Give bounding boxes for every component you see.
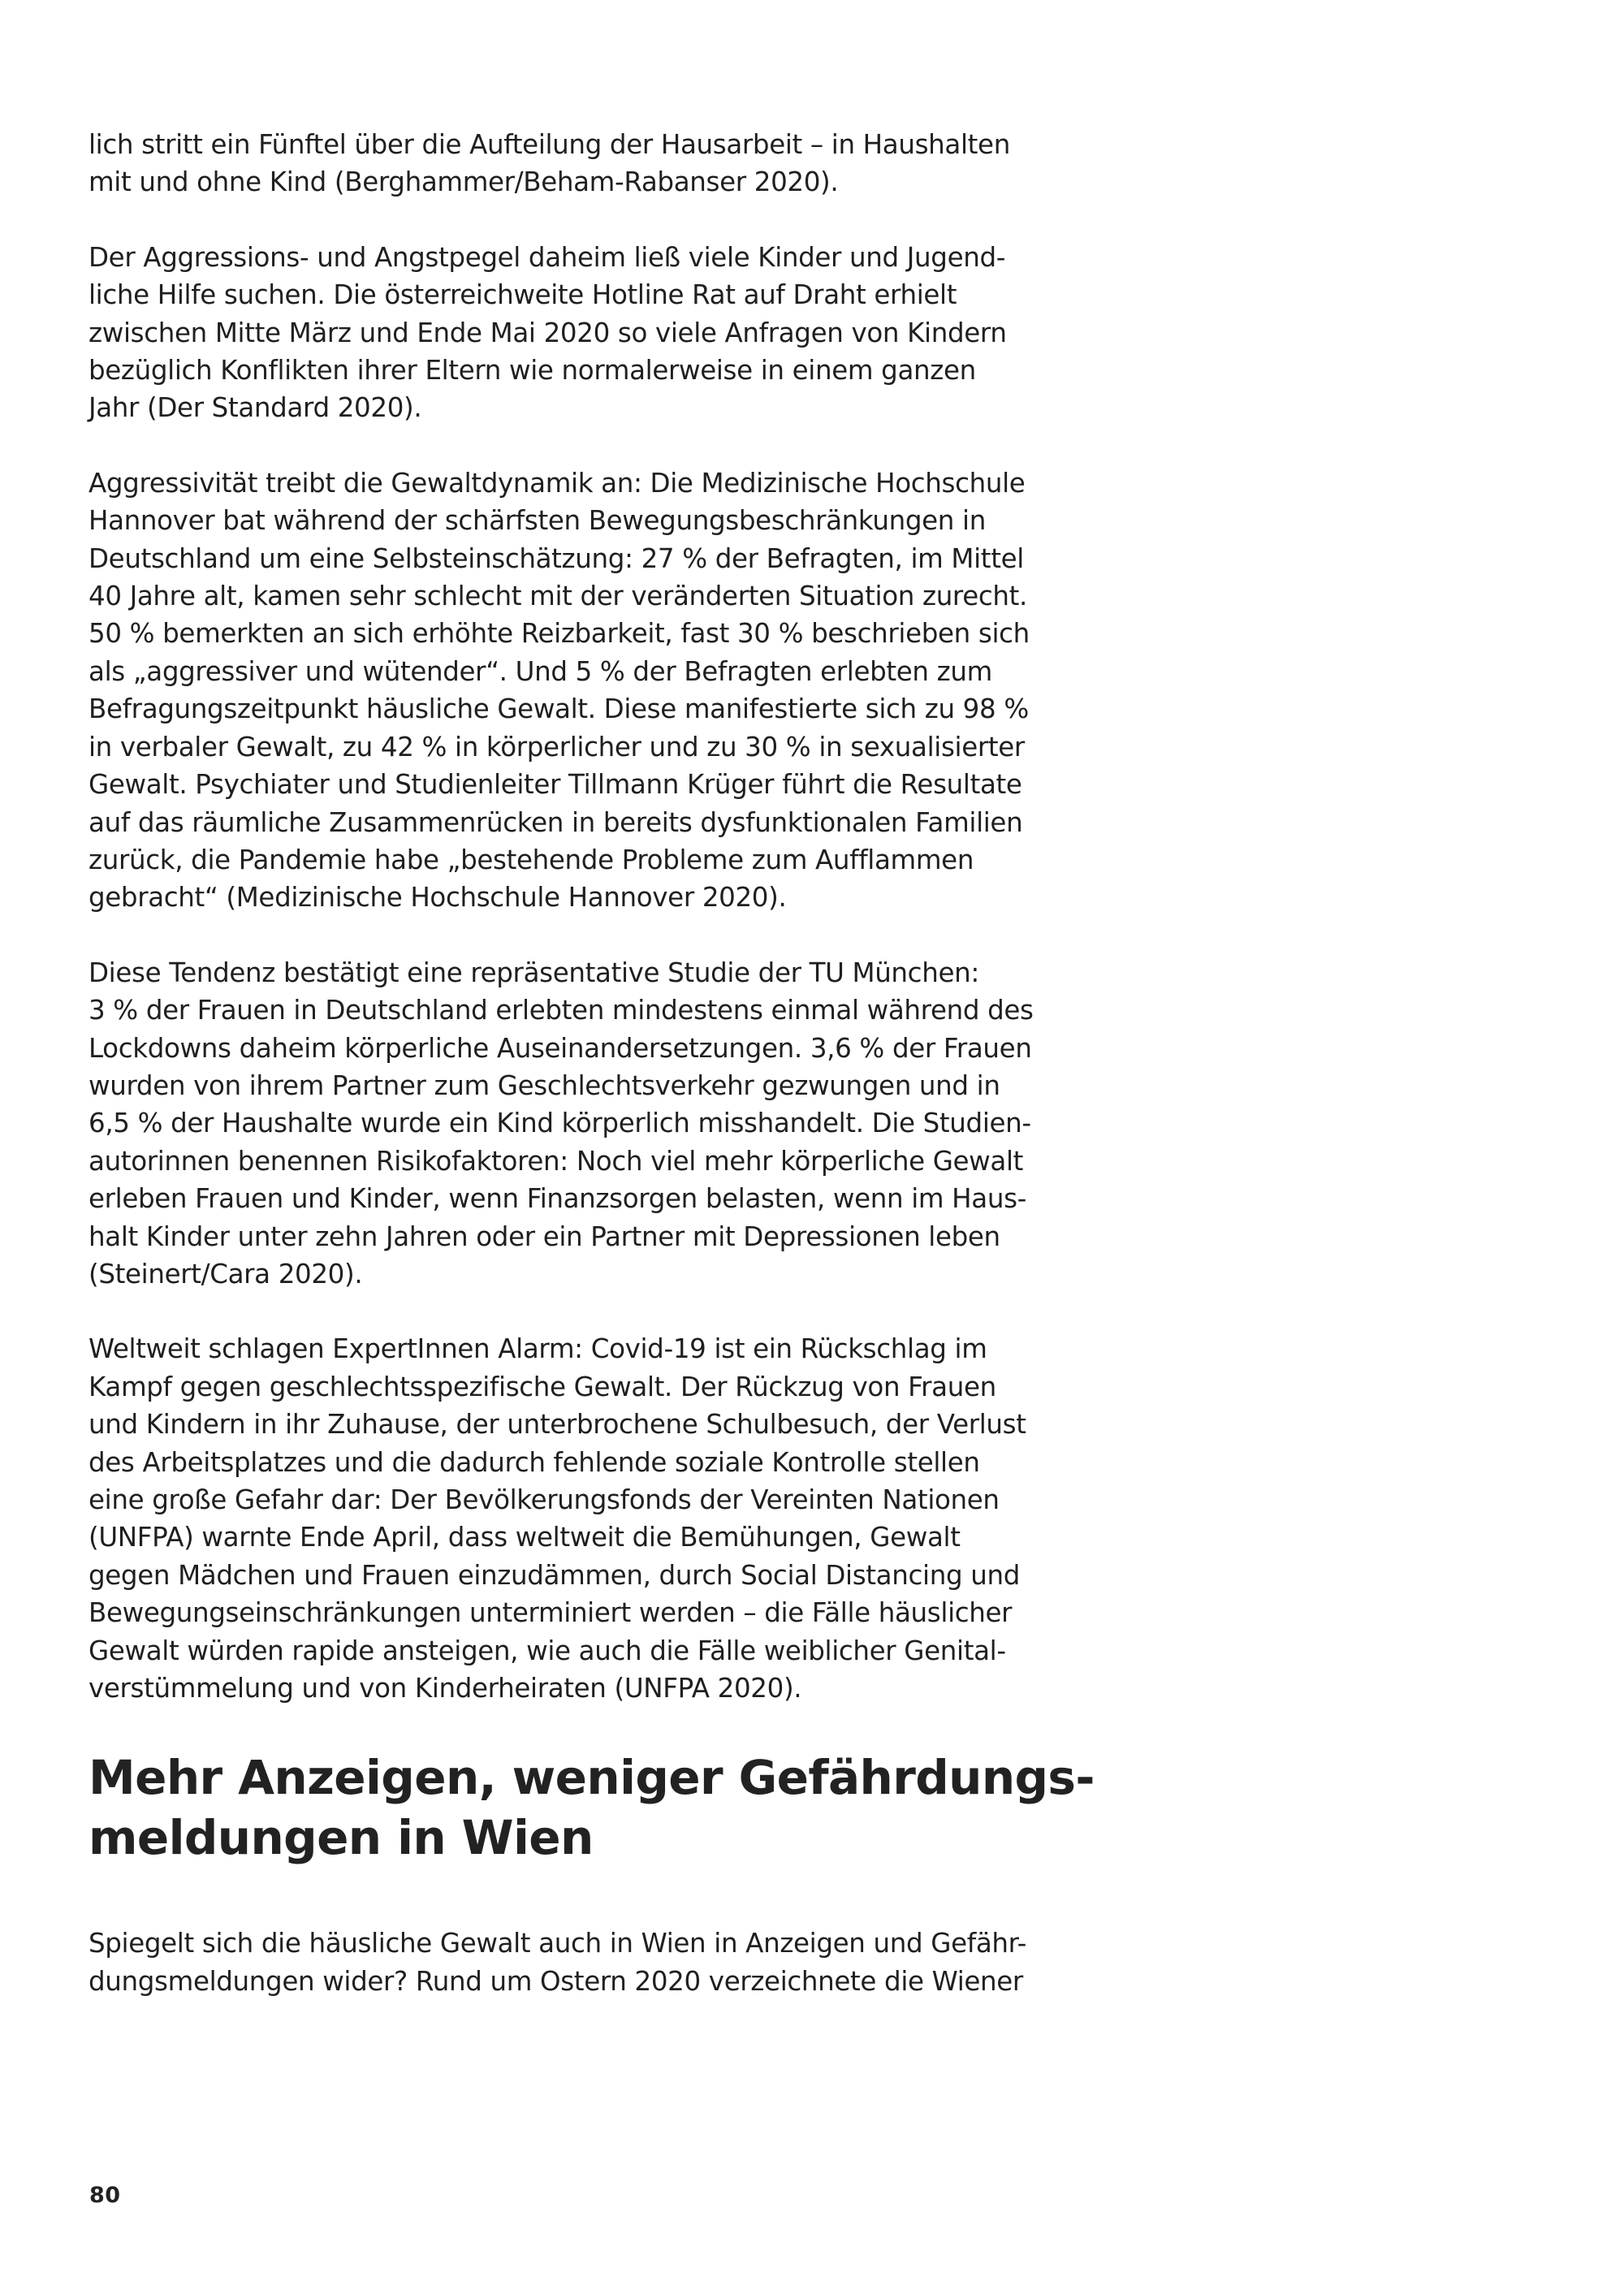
text-line: des Arbeitsplatzes und die dadurch fehlende soziale Kontrolle stellen	[89, 1446, 980, 1478]
section-heading	[89, 1747, 1095, 1868]
text-line: lich stritt ein Fünftel über die Aufteilung der Hausarbeit – in Haushalten	[89, 129, 1010, 160]
text-line: zwischen Mitte März und Ende Mai 2020 so viele Anfragen von Kindern	[89, 317, 1007, 348]
paragraph-mh-hannover	[89, 464, 1030, 917]
text-line: 40 Jahre alt, kamen sehr schlecht mit der veränderten Situation zurecht.	[89, 581, 1028, 612]
text-line: erleben Frauen und Kinder, wenn Finanzsorgen belasten, wenn im Haus-	[89, 1183, 1027, 1215]
text-line: Gewalt. Psychiater und Studienleiter Tillmann Krüger führt die Resultate	[89, 769, 1022, 801]
text-line: Bewegungseinschränkungen unterminiert werden – die Fälle häuslicher	[89, 1597, 1013, 1629]
text-line: Kampf gegen geschlechtsspezifische Gewalt. Der Rückzug von Frauen	[89, 1371, 996, 1402]
text-line: halt Kinder unter zehn Jahren oder ein Partner mit Depressionen leben	[89, 1220, 1000, 1252]
text-line: eine große Gefahr dar: Der Bevölkerungsfonds der Vereinten Nationen	[89, 1484, 1000, 1515]
text-line: Lockdowns daheim körperliche Auseinandersetzungen. 3,6 % der Frauen	[89, 1032, 1032, 1064]
text-line: Spiegelt sich die häusliche Gewalt auch in Wien in Anzeigen und Gefähr-	[89, 1928, 1026, 1959]
text-line: autorinnen benennen Risikofaktoren: Noch viel mehr körperliche Gewalt	[89, 1145, 1024, 1177]
text-line: Diese Tendenz bestätigt eine repräsentative Studie der TU München:	[89, 957, 979, 988]
text-line: dungsmeldungen wider? Rund um Ostern 2020 verzeichnete die Wiener	[89, 1965, 1023, 1997]
text-line: in verbaler Gewalt, zu 42 % in körperlicher und zu 30 % in sexualisierter	[89, 731, 1025, 762]
paragraph-rat-auf-draht	[89, 239, 1007, 427]
heading-line: meldungen in Wien	[89, 1810, 594, 1866]
text-line: (Steinert/Cara 2020).	[89, 1258, 363, 1290]
text-line: verstümmelung und von Kinderheiraten (UNFPA 2020).	[89, 1673, 802, 1704]
paragraph-wien	[89, 1925, 1026, 2000]
text-line: wurden von ihrem Partner zum Geschlechtsverkehr gezwungen und in	[89, 1069, 1000, 1101]
text-line: 3 % der Frauen in Deutschland erlebten mindestens einmal während des	[89, 995, 1034, 1026]
paragraph-tu-muenchen	[89, 954, 1034, 1294]
text-line: bezüglich Konflikten ihrer Eltern wie normalerweise in einem ganzen	[89, 355, 976, 387]
text-line: 6,5 % der Haushalte wurde ein Kind körperlich misshandelt. Die Studien-	[89, 1108, 1031, 1139]
text-line: Befragungszeitpunkt häusliche Gewalt. Diese manifestierte sich zu 98 %	[89, 693, 1029, 725]
text-line: als „aggressiver und wütender“. Und 5 % der Befragten erlebten zum	[89, 655, 992, 687]
text-line: Aggressivität treibt die Gewaltdynamik an: Die Medizinische Hochschule	[89, 467, 1026, 499]
text-line: zurück, die Pandemie habe „bestehende Probleme zum Aufflammen	[89, 844, 974, 875]
text-line: Jahr (Der Standard 2020).	[89, 392, 422, 424]
page-number: 80	[89, 2183, 121, 2208]
text-line: (UNFPA) warnte Ende April, dass weltweit die Bemühungen, Gewalt	[89, 1522, 961, 1553]
text-line: mit und ohne Kind (Berghammer/Beham-Rabanser 2020).	[89, 166, 839, 198]
text-line: Der Aggressions- und Angstpegel daheim ließ viele Kinder und Jugend-	[89, 241, 1006, 273]
text-line: gegen Mädchen und Frauen einzudämmen, durch Social Distancing und	[89, 1559, 1020, 1591]
text-column	[89, 126, 1095, 2037]
text-line: Deutschland um eine Selbsteinschätzung: 27 % der Befragten, im Mittel	[89, 542, 1024, 574]
text-line: auf das räumliche Zusammenrücken in bereits dysfunktionalen Familien	[89, 806, 1023, 838]
text-line: Hannover bat während der schärfsten Bewegungsbeschränkungen in	[89, 505, 986, 537]
text-line: gebracht“ (Medizinische Hochschule Hannover 2020).	[89, 882, 787, 914]
text-line: Weltweit schlagen ExpertInnen Alarm: Covid-19 ist ein Rückschlag im	[89, 1333, 987, 1365]
text-line: liche Hilfe suchen. Die österreichweite Hotline Rat auf Draht erhielt	[89, 279, 957, 311]
paragraph-unfpa	[89, 1330, 1026, 1707]
text-line: 50 % bemerkten an sich erhöhte Reizbarkeit, fast 30 % beschrieben sich	[89, 618, 1030, 650]
heading-line: Mehr Anzeigen, weniger Gefährdungs-	[89, 1750, 1095, 1806]
text-line: und Kindern in ihr Zuhause, der unterbrochene Schulbesuch, der Verlust	[89, 1409, 1026, 1441]
paragraph-hausarbeit	[89, 126, 1010, 201]
text-line: Gewalt würden rapide ansteigen, wie auch die Fälle weiblicher Genital-	[89, 1635, 1006, 1666]
